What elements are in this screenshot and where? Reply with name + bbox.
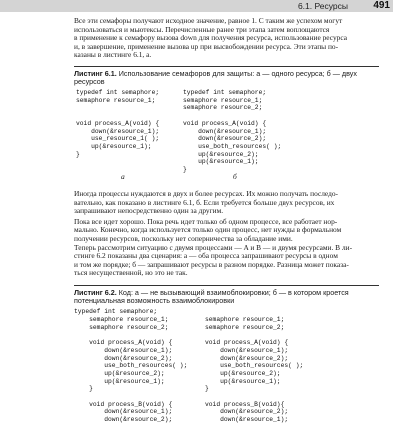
text-line: мально. Конечно, когда используется только один процесс, нет нужды в формальном — [74, 225, 342, 235]
text-line: Теперь рассмотрим ситуацию с двумя процессами — A и B — и двумя ресурсами. В ли- — [74, 242, 353, 252]
listing-2-rule — [74, 285, 379, 286]
intro-paragraph — [74, 17, 374, 60]
page-number: 491 — [373, 0, 390, 11]
text-line: вательно, как показано в листинге 6.1, б. Если требуется больше двух ресурсов, их — [74, 197, 335, 207]
caption-text: потенциальная возможность взаимоблокировки — [74, 296, 235, 306]
text-line: запрашивают непосредственно один за другим. — [74, 206, 224, 216]
caption-label: Листинг 6.1. — [74, 69, 119, 78]
text-line: Пока все идет хорошо. Пока речь идет только об одном процессе, все работает нор- — [74, 216, 338, 226]
section-title: 6.1. Ресурсы — [297, 1, 348, 11]
text-line: получении ресурсов, поскольку нет соперничества за обладание ими. — [74, 233, 293, 243]
caption-text: ресурсов — [74, 77, 105, 87]
listing-1a-code: typedef int semaphore; semaphore resource_1; void process_A(void) { down(&resource_1); use_resource_1( ); up(&resource_1); } — [76, 89, 160, 158]
listing-2-typedef: typedef int semaphore; — [74, 308, 158, 315]
listing-2-caption — [74, 289, 379, 305]
listing-1a-label: а — [121, 172, 125, 181]
caption-text: Код: а — не вызывающий взаимоблокировки; б — в котором кроется — [118, 288, 349, 297]
text-line: в применение к семафору вызова down для получения ресурса, использование ресурса — [74, 33, 347, 43]
listing-1-caption — [74, 70, 379, 86]
text-line: стинге 6.2 показаны два сценария: а — оба процесса запрашивают ресурсы в одном — [74, 251, 338, 261]
listing-1-rule — [74, 66, 379, 67]
caption-label: Листинг 6.2. — [74, 288, 119, 297]
text-line: ться несущественной, но это не так. — [74, 268, 188, 278]
text-line: казаны в листинге 6.1, а. — [74, 50, 152, 60]
listing-1b-label: б — [233, 172, 237, 181]
listing-2b-code: semaphore resource_1; semaphore resource_2; void process_A(void) { down(&resource_1); down(&resource_2); use_both_resources( ); up(&resource_2); up(&resource_1); } void process_B(void){ down(&resource_2); down(&resource_1); — [205, 316, 304, 424]
caption-text: Использование семафоров для защиты: а — одного ресурса; б — двух — [118, 69, 357, 78]
listing-1b-code: typedef int semaphore; semaphore resource_1; semaphore resource_2; void process_A(void) { down(&resource_1); down(&resource_2); use_both_resources( ); up(&resource_2); up(&resource_1); } — [183, 89, 282, 174]
text-line: Иногда процессы нуждаются в двух и более ресурсах. Их можно получать последо- — [74, 189, 339, 198]
text-line: Все эти семафоры получают исходное значение, равное 1. С таким же успехом могут — [74, 16, 343, 25]
text-line: использоваться и мьютексы. Перечисленные ранее три этапа затем воплощаются — [74, 24, 330, 34]
middle-paragraphs — [74, 190, 374, 278]
listing-2a-code: semaphore resource_1; semaphore resource_2; void process_A(void) { down(&resource_1); down(&resource_2); use_both_resources( ); up(&resource_2); up(&resource_1); } void process_B(void) { down(&resource_1); down(&resource_2); — [89, 316, 188, 424]
text-line: и, в завершение, применение вызова up при высвобождении ресурса. Эти этапы по- — [74, 41, 339, 51]
running-header — [0, 0, 420, 12]
text-line: и том же порядке; б — запрашивают ресурсы в разном порядке. Разница может показа- — [74, 259, 349, 269]
